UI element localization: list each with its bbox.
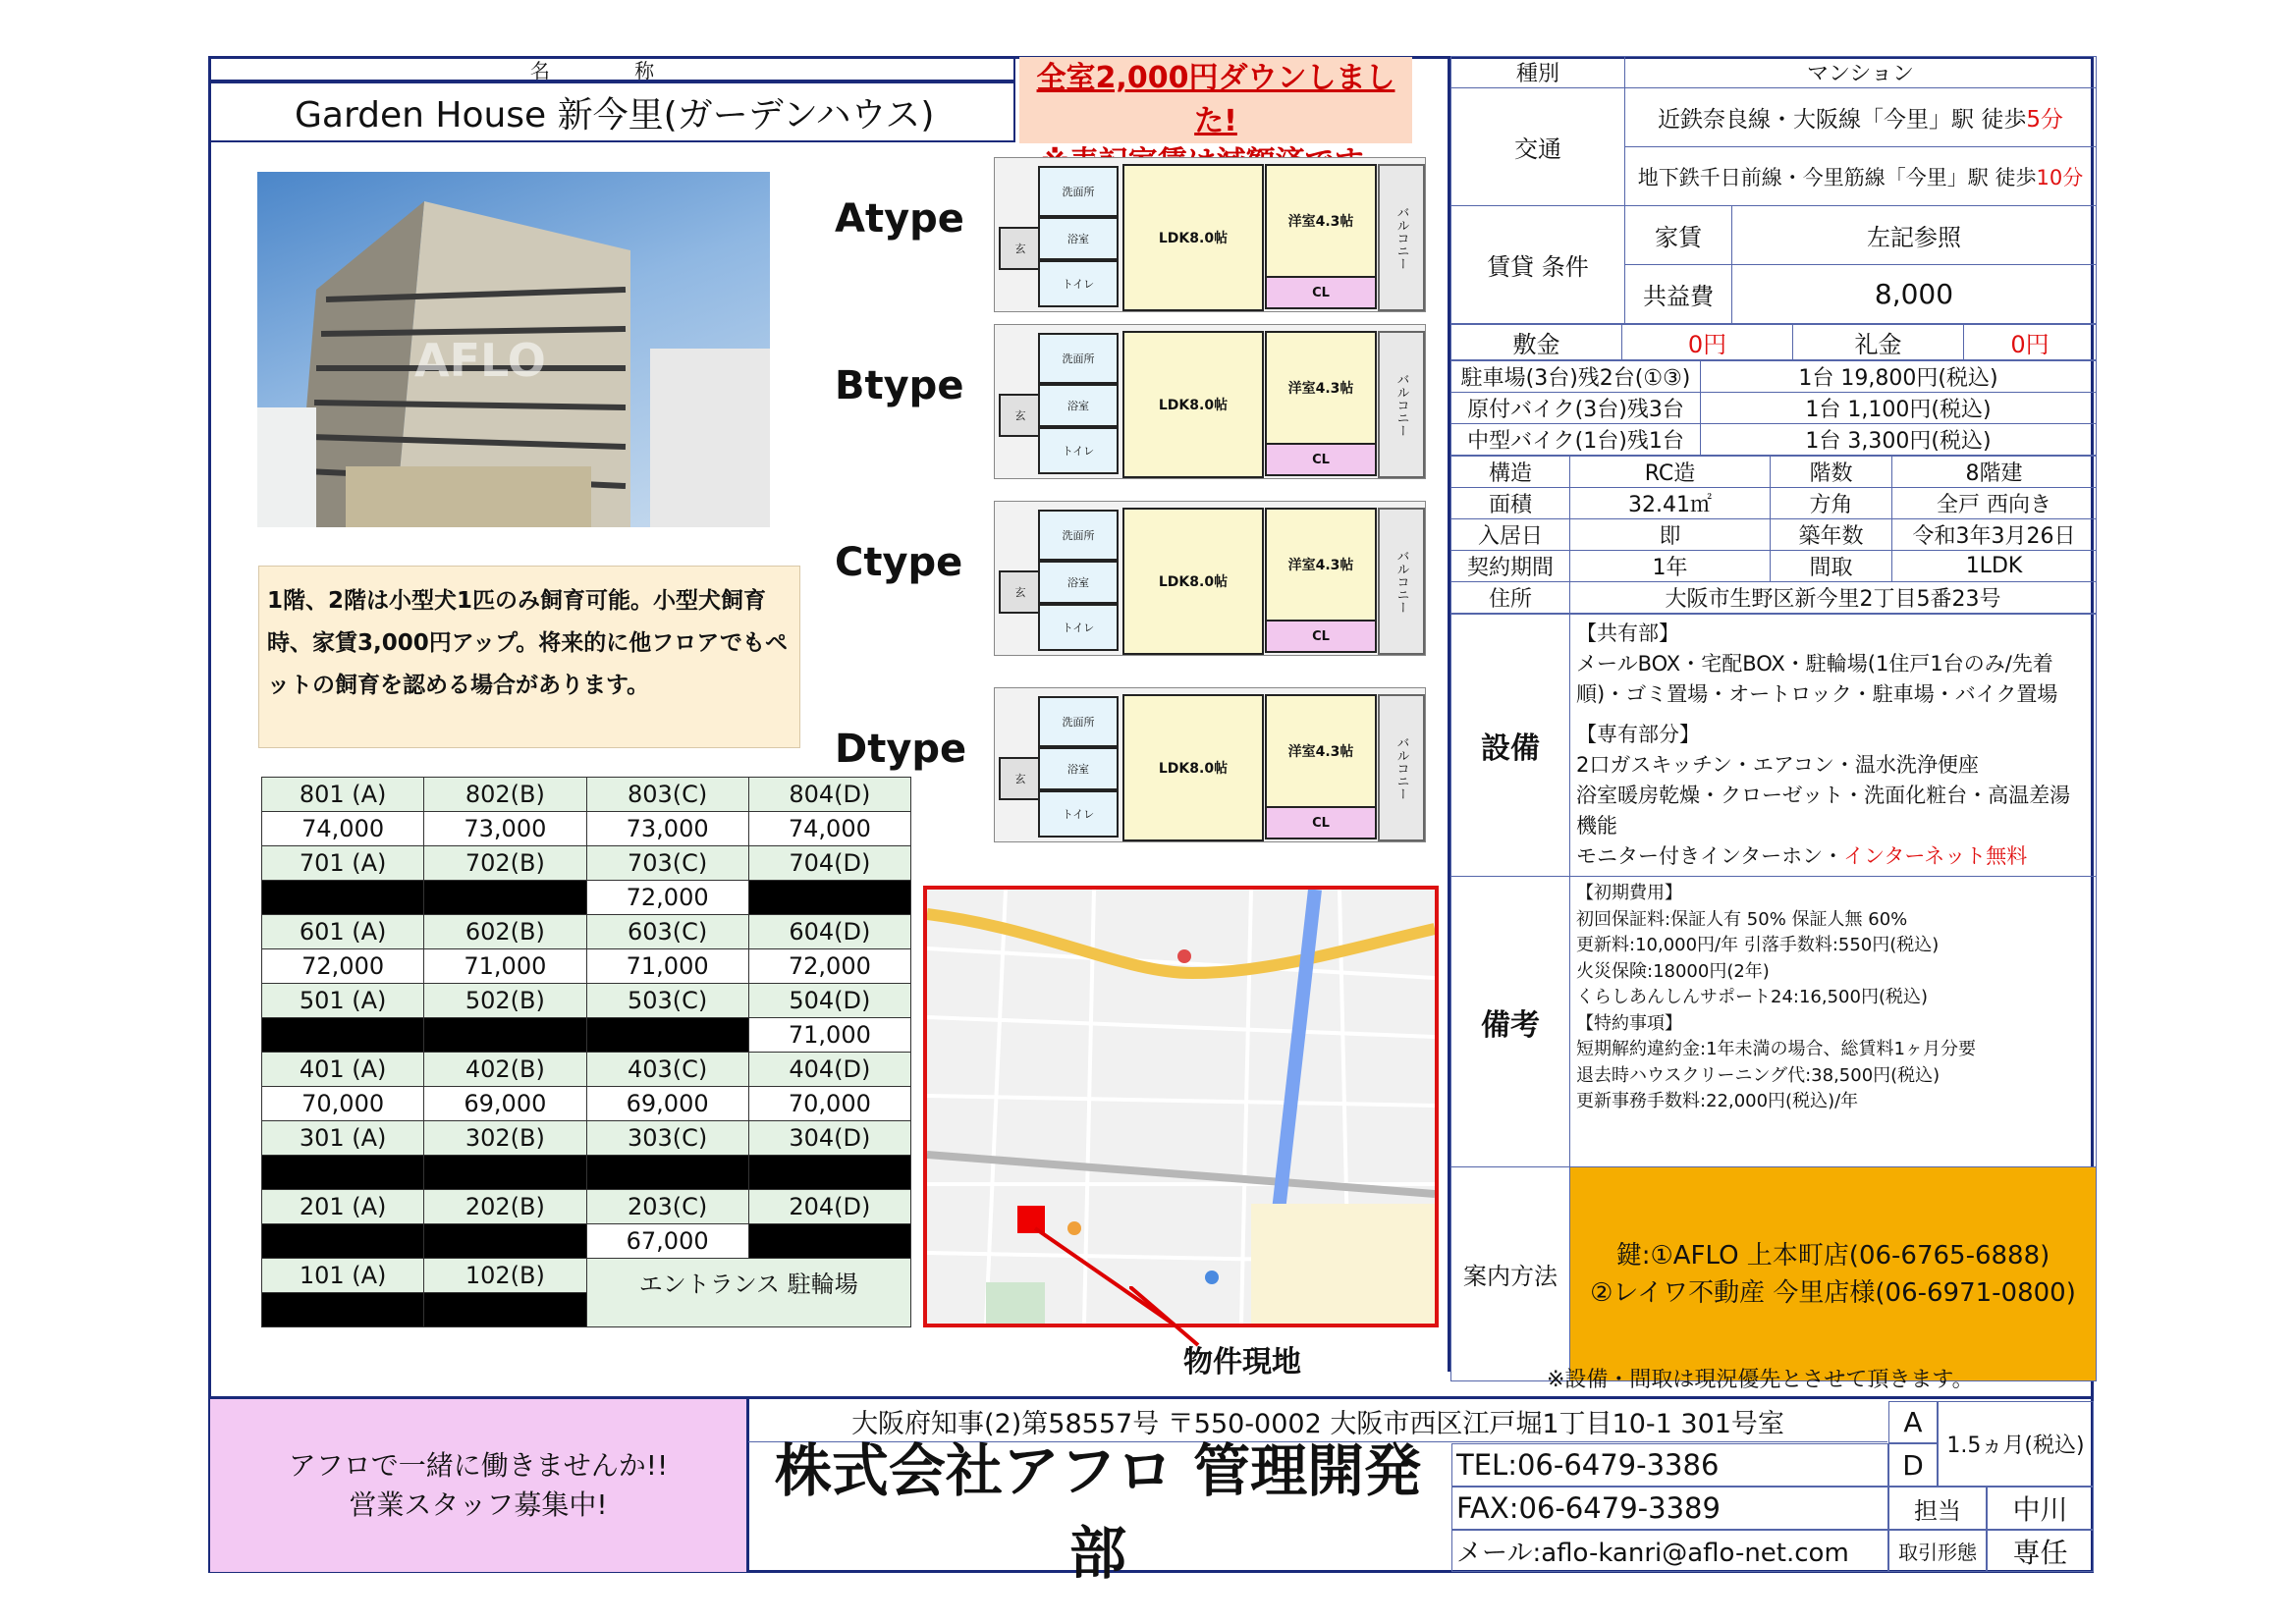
floorplan-bedroom: 洋室4.3帖: [1265, 694, 1377, 808]
unit-label: 402(B): [424, 1053, 586, 1087]
unit-label: 804(D): [748, 778, 910, 812]
remark-line: 【特約事項】: [1576, 1012, 1682, 1034]
price-notice-line1: 全室2,000円ダウンしました!: [1036, 61, 1395, 138]
guide-line1: 鍵:①AFLO 上本町店(06-6765-6888): [1615, 1240, 2050, 1271]
floorplan: [994, 687, 1426, 842]
midbike-value: 1台 3,300円(税込): [1701, 424, 2097, 456]
unit-rent: [748, 881, 910, 915]
ground-floor-row: [262, 1259, 911, 1293]
unit-rent: [748, 1156, 910, 1190]
ad-d: D: [1888, 1443, 1938, 1487]
floorplan-entrance: 玄: [999, 570, 1042, 614]
unit-102: 102(B): [424, 1259, 586, 1293]
company-name: 株式会社アフロ 管理開発部: [774, 1437, 1422, 1587]
direction-label: 方角: [1771, 488, 1892, 519]
remark-line: 退去時ハウスクリーニング代:38,500円(税込): [1576, 1064, 1941, 1086]
guide-line2: ②レイワ不動産 今里店様(06-6971-0800): [1590, 1277, 2076, 1308]
type-label: 種別: [1451, 57, 1625, 88]
floors-label: 階数: [1771, 457, 1892, 488]
unit-label: 202(B): [424, 1190, 586, 1224]
building-photo: [257, 172, 770, 527]
floorplan-type-label: Btype: [835, 363, 964, 408]
floorplan-ldk: LDK8.0帖: [1122, 164, 1264, 311]
access-2-min: 10分: [2036, 165, 2084, 189]
unit-rent: 71,000: [424, 949, 586, 984]
floorplan-bath: 浴室: [1038, 384, 1119, 427]
floorplan: [994, 157, 1426, 312]
area-label: 面積: [1451, 488, 1570, 519]
remark-line: 更新料:10,000円/年 引落手数料:550円(税込): [1576, 935, 1940, 955]
floor-rent-row: [262, 1156, 911, 1190]
room-rent-table: [261, 777, 911, 1327]
unit-rent: [262, 1156, 424, 1190]
unit-rent: 71,000: [748, 1018, 910, 1053]
movein-value: 即: [1570, 519, 1771, 551]
equipment-common-2: 順)・ゴミ置場・オートロック・駐車場・バイク置場: [1576, 682, 2058, 706]
unit-label: 702(B): [424, 846, 586, 881]
floorplan-ldk: LDK8.0帖: [1122, 694, 1264, 841]
pet-note: 1階、2階は小型犬1匹のみ飼育可能。小型犬飼育時、家賃3,000円アップ。将来的に他フロアでもペットの飼育を認める場合があります。: [258, 566, 800, 748]
floorplan-toilet: トイレ: [1038, 260, 1119, 307]
equipment-common-title: 【共有部】: [1576, 622, 1679, 645]
remarks-list: [1570, 877, 2097, 1167]
remarks-label: 備考: [1451, 877, 1570, 1167]
floor-rent-row: [262, 812, 911, 846]
common-fee-label: 共益費: [1625, 265, 1732, 324]
floorplan-bedroom: 洋室4.3帖: [1265, 164, 1377, 278]
floorplan-bedroom: 洋室4.3帖: [1265, 508, 1377, 622]
unit-rent: 67,000: [586, 1224, 748, 1259]
deal-label: 取引形態: [1888, 1530, 1987, 1572]
floor-rent-row: [262, 1224, 911, 1259]
map-pin-label: 物件現地: [1183, 1345, 1301, 1380]
deposit-label: 敷金: [1451, 325, 1622, 360]
floorplan-washroom: 洗面所: [1038, 510, 1119, 561]
property-name: Garden House 新今里(ガーデンハウス): [208, 81, 1015, 142]
ad-value: 1.5ヵ月(税込): [1938, 1401, 2094, 1487]
fax: FAX:06-6479-3389: [1451, 1487, 1888, 1530]
floorplan-bath: 浴室: [1038, 561, 1119, 604]
key-money-label: 礼金: [1793, 325, 1964, 360]
unit-label: 803(C): [586, 778, 748, 812]
unit-label: 703(C): [586, 846, 748, 881]
unit-label: 704(D): [748, 846, 910, 881]
floorplan-type-label: Dtype: [835, 727, 967, 772]
equipment-private-3-text: モニター付きインターホン・: [1576, 844, 1844, 868]
floors-value: 8階建: [1892, 457, 2097, 488]
floorplan-entrance: 玄: [999, 227, 1042, 270]
unit-rent: [424, 1156, 586, 1190]
floor-header-row: [262, 984, 911, 1018]
unit-rent: 73,000: [424, 812, 586, 846]
floorplan-ldk: LDK8.0帖: [1122, 508, 1264, 655]
remark-line: 更新事務手数料:22,000円(税込)/年: [1576, 1091, 1859, 1111]
map-drawing: [927, 890, 1435, 1324]
floorplan-balcony: バルコニー: [1378, 694, 1425, 841]
structure-label: 構造: [1451, 457, 1570, 488]
layout-value: 1LDK: [1892, 551, 2097, 582]
type-value: マンション: [1625, 57, 2097, 88]
unit-label: 503(C): [586, 984, 748, 1018]
floorplan-closet: CL: [1265, 443, 1377, 476]
unit-label: 201 (A): [262, 1190, 424, 1224]
unit-label: 502(B): [424, 984, 586, 1018]
floorplan: [994, 501, 1426, 656]
unit-label: 701 (A): [262, 846, 424, 881]
staff-value: 中川: [1987, 1487, 2094, 1530]
structure-value: RC造: [1570, 457, 1771, 488]
unit-label: 304(D): [748, 1121, 910, 1156]
tel: TEL:06-6479-3386: [1451, 1443, 1888, 1487]
internet-free: インターネット無料: [1843, 844, 2028, 868]
floorplan-closet: CL: [1265, 620, 1377, 653]
unit-rent: [424, 1018, 586, 1053]
unit-rent: 73,000: [586, 812, 748, 846]
unit-rent: [262, 1018, 424, 1053]
unit-rent: [586, 1156, 748, 1190]
unit-label: 404(D): [748, 1053, 910, 1087]
built-value: 令和3年3月26日: [1892, 519, 2097, 551]
equipment-label: 設備: [1451, 615, 1570, 877]
floor-header-row: [262, 846, 911, 881]
area-value: 32.41㎡: [1570, 488, 1771, 519]
unit-label: 403(C): [586, 1053, 748, 1087]
photo-watermark: AFLO: [414, 334, 546, 387]
key-money-value: 0円: [1964, 325, 2097, 360]
floorplan-entrance: 玄: [999, 757, 1042, 800]
direction-value: 全戸 西向き: [1892, 488, 2097, 519]
unit-rent: 74,000: [262, 812, 424, 846]
unit-label: 301 (A): [262, 1121, 424, 1156]
remark-line: 短期解約違約金:1年未満の場合、総賃料1ヶ月分要: [1576, 1039, 1976, 1059]
staff-label: 担当: [1888, 1487, 1987, 1530]
license-line: 大阪府知事(2)第58557号 〒550-0002 大阪市西区江戸堀1丁目10-1 301号室: [748, 1401, 1887, 1442]
floorplan-closet: CL: [1265, 806, 1377, 839]
layout-label: 間取: [1771, 551, 1892, 582]
unit-label: 504(D): [748, 984, 910, 1018]
unit-label: 601 (A): [262, 915, 424, 949]
unit-rent: 72,000: [748, 949, 910, 984]
rent-label: 家賃: [1625, 206, 1732, 265]
midbike-label: 中型バイク(1台)残1台: [1451, 424, 1701, 456]
floorplan-entrance: 玄: [999, 394, 1042, 437]
floorplan-washroom: 洗面所: [1038, 333, 1119, 384]
floorplan-toilet: トイレ: [1038, 427, 1119, 474]
contract-label: 契約期間: [1451, 551, 1570, 582]
floorplan-bath: 浴室: [1038, 217, 1119, 260]
unit-rent: 69,000: [586, 1087, 748, 1121]
price-notice: [1019, 57, 1412, 143]
built-label: 築年数: [1771, 519, 1892, 551]
unit-rent: [748, 1224, 910, 1259]
floorplan-bath: 浴室: [1038, 747, 1119, 790]
unit-rent: [424, 881, 586, 915]
unit-label: 302(B): [424, 1121, 586, 1156]
floorplan-closet: CL: [1265, 276, 1377, 309]
equipment-private-1: 2口ガスキッチン・エアコン・温水洗浄便座: [1576, 753, 1979, 777]
floorplan-bedroom: 洋室4.3帖: [1265, 331, 1377, 445]
name-label: 名 称: [208, 56, 1015, 81]
conditions-label: 賃貸 条件: [1451, 206, 1625, 324]
address-label: 住所: [1451, 582, 1570, 614]
unit-rent: [262, 1224, 424, 1259]
recruit-box: [210, 1399, 746, 1572]
disclaimer: ※設備・間取は現況優先とさせて頂きます。: [1547, 1368, 1974, 1392]
unit-101: 101 (A): [262, 1259, 424, 1293]
parking-value: 1台 19,800円(税込): [1701, 361, 2097, 393]
access-1: [1625, 88, 2097, 147]
access-1-text: 近鉄奈良線・大阪線「今里」駅 徒歩: [1658, 107, 2027, 133]
property-info: [1448, 56, 2094, 1372]
location-map: [923, 886, 1439, 1327]
unit-rent: [424, 1293, 586, 1327]
floor-header-row: [262, 915, 911, 949]
unit-label: 801 (A): [262, 778, 424, 812]
unit-label: 802(B): [424, 778, 586, 812]
unit-rent: [424, 1224, 586, 1259]
ad-a: A: [1888, 1401, 1938, 1443]
access-2: [1625, 147, 2097, 206]
floorplan-balcony: バルコニー: [1378, 508, 1425, 655]
unit-rent: [262, 881, 424, 915]
unit-rent: [262, 1293, 424, 1327]
unit-rent: 74,000: [748, 812, 910, 846]
unit-rent: [586, 1018, 748, 1053]
floor-header-row: [262, 1190, 911, 1224]
remark-line: くらしあんしんサポート24:16,500円(税込): [1576, 987, 1928, 1007]
access-label: 交通: [1451, 88, 1625, 206]
remark-line: 【初期費用】: [1576, 883, 1682, 903]
unit-label: 204(D): [748, 1190, 910, 1224]
recruit-line1: アフロで一緒に働きませんか!!: [288, 1449, 669, 1482]
equipment-list: [1570, 615, 2097, 877]
deal-value: 専任: [1987, 1530, 2094, 1572]
unit-rent: 72,000: [262, 949, 424, 984]
unit-rent: 72,000: [586, 881, 748, 915]
unit-rent: 70,000: [262, 1087, 424, 1121]
floorplan-toilet: トイレ: [1038, 790, 1119, 838]
unit-label: 501 (A): [262, 984, 424, 1018]
floorplan-type-label: Ctype: [835, 540, 963, 585]
entrance-bike-parking: エントランス 駐輪場: [586, 1259, 911, 1327]
deposit-value: 0円: [1622, 325, 1793, 360]
address-value: 大阪市生野区新今里2丁目5番23号: [1570, 582, 2097, 614]
floorplan-toilet: トイレ: [1038, 604, 1119, 651]
equipment-private-2: 浴室暖房乾燥・クローゼット・洗面化粧台・高温差湯機能: [1576, 784, 2071, 838]
floor-rent-row: [262, 1087, 911, 1121]
unit-label: 602(B): [424, 915, 586, 949]
movein-label: 入居日: [1451, 519, 1570, 551]
floorplan-ldk: LDK8.0帖: [1122, 331, 1264, 478]
access-1-min: 5分: [2026, 107, 2063, 133]
guide-box: [1570, 1167, 2097, 1381]
floorplan-balcony: バルコニー: [1378, 164, 1425, 311]
floorplan-balcony: バルコニー: [1378, 331, 1425, 478]
mail: メール:aflo-kanri@aflo-net.com: [1451, 1530, 1888, 1572]
bike-label: 原付バイク(3台)残3台: [1451, 393, 1701, 424]
common-fee-value: 8,000: [1732, 265, 2097, 324]
remark-line: 初回保証料:保証人有 50% 保証人無 60%: [1576, 908, 1908, 930]
floor-rent-row: [262, 881, 911, 915]
equipment-common-1: メールBOX・宅配BOX・駐輪場(1住戸1台のみ/先着: [1576, 652, 2053, 676]
access-2-text: 地下鉄千日前線・今里筋線「今里」駅 徒歩: [1637, 165, 2037, 189]
equipment-private-title: 【専有部分】: [1576, 723, 1700, 746]
unit-rent: 71,000: [586, 949, 748, 984]
unit-label: 603(C): [586, 915, 748, 949]
floor-header-row: [262, 1053, 911, 1087]
unit-label: 303(C): [586, 1121, 748, 1156]
rent-value: 左記参照: [1732, 206, 2097, 265]
unit-label: 401 (A): [262, 1053, 424, 1087]
unit-rent: 69,000: [424, 1087, 586, 1121]
bike-value: 1台 1,100円(税込): [1701, 393, 2097, 424]
floorplan-type-label: Atype: [835, 196, 964, 242]
floor-rent-row: [262, 949, 911, 984]
recruit-line2: 営業スタッフ募集中!: [349, 1488, 608, 1521]
floor-header-row: [262, 778, 911, 812]
unit-rent: 70,000: [748, 1087, 910, 1121]
floorplan-washroom: 洗面所: [1038, 166, 1119, 217]
unit-label: 604(D): [748, 915, 910, 949]
contract-value: 1年: [1570, 551, 1771, 582]
floor-header-row: [262, 1121, 911, 1156]
floor-rent-row: [262, 1018, 911, 1053]
remark-line: 火災保険:18000円(2年): [1576, 960, 1770, 982]
parking-label: 駐車場(3台)残2台(①③): [1451, 361, 1701, 393]
guide-label: 案内方法: [1451, 1167, 1570, 1381]
unit-label: 203(C): [586, 1190, 748, 1224]
floorplan: [994, 324, 1426, 479]
floorplan-washroom: 洗面所: [1038, 696, 1119, 747]
equipment-private-3: [1576, 841, 2090, 872]
